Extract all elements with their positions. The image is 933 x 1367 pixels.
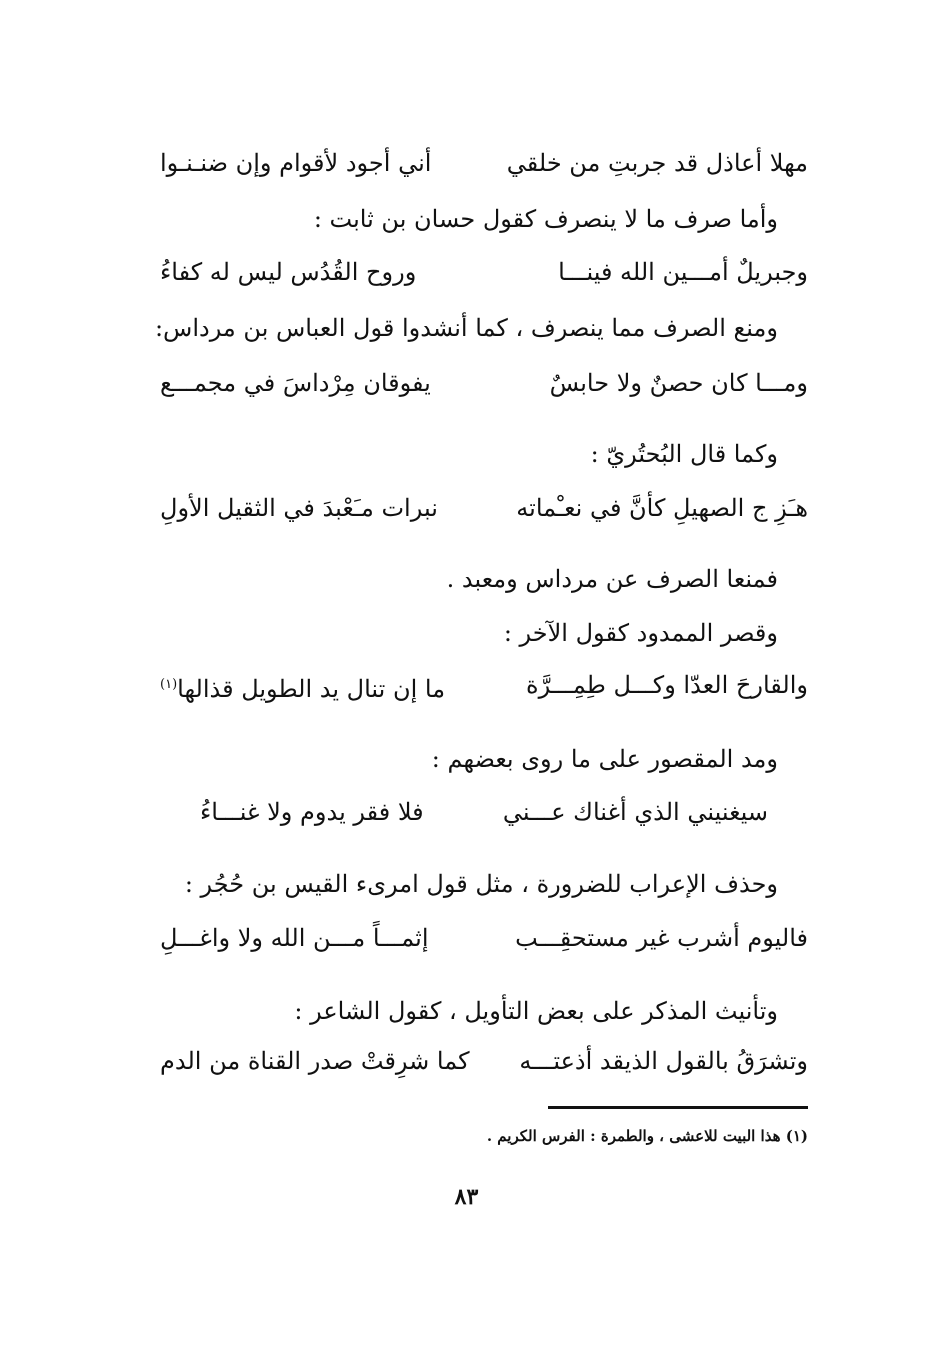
verse-first-hemistich: وجبريلٌ أمـــين الله فينـــا <box>558 258 808 286</box>
prose-line: وقصر الممدود كقول الآخر : <box>503 619 778 647</box>
verse-second-hemistich: يفوقان مِرْداسَ في مجمـــع <box>160 369 431 397</box>
verse-line <box>160 668 808 708</box>
verse-first-hemistich: مهلا أعاذل قد جربتِ من خلقي <box>506 149 808 177</box>
page-number: ٨٣ <box>454 1184 479 1210</box>
verse-second-hemistich: نبرات مـَعْبدَ في الثقيل الأولِ <box>160 494 438 522</box>
verse-second-hemistich: كما شرِقتْ صدر القناة من الدم <box>160 1047 470 1075</box>
prose-line: وكما قال البُحتُريّ : <box>590 440 778 468</box>
prose-line: وحذف الإعراب للضرورة ، مثل قول امرىء القيس بن حُجُر : <box>184 870 778 898</box>
verse-first-hemistich: وتشرَقُ بالقول الذيقد أذعتـــه <box>519 1047 808 1075</box>
verse-line <box>160 1044 808 1084</box>
verse-line <box>160 366 808 406</box>
verse-first-hemistich: سيغنيني الذي أغناك عـــني <box>502 798 768 826</box>
verse-second-hemistich: فلا فقر يدوم ولا غنـــاءُ <box>200 798 424 826</box>
verse-second-hemistich: أني أجود لأقوام وإن ضنـنـوا <box>160 149 432 177</box>
verse-second-hemistich-text: ما إن تنال يد الطويل قذالها <box>177 675 446 703</box>
verse-first-hemistich: والقارحَ العدّا وكـــل طِمِـــرَّة <box>526 671 808 699</box>
verse-second-hemistich: إثمـــاً مـــن الله ولا واغـــلِ <box>160 924 429 952</box>
verse-line <box>160 795 808 835</box>
prose-line: ومد المقصور على ما روى بعضهم : <box>431 745 778 773</box>
footnote-marker: (١) <box>160 677 178 692</box>
verse-line <box>160 491 808 531</box>
prose-line: فمنعا الصرف عن مرداس ومعبد . <box>446 565 778 593</box>
verse-first-hemistich: ومـــا كان حصنٌ ولا حابسٌ <box>549 369 808 397</box>
prose-line: وتأنيث المذكر على بعض التأويل ، كقول الشاعر : <box>294 997 778 1025</box>
prose-line: ومنع الصرف مما ينصرف ، كما أنشدوا قول العباس بن مرداس: <box>154 314 778 342</box>
verse-line <box>160 921 808 961</box>
footnote: (١) هذا البيت للاعشى ، والطمرة : الفرس الكريم . <box>486 1127 808 1145</box>
verse-second-hemistich: وروح القُدُس ليس له كفاءُ <box>160 258 417 286</box>
footnote-divider <box>548 1106 808 1109</box>
prose-line: وأما صرف ما لا ينصرف كقول حسان بن ثابت : <box>313 205 778 233</box>
verse-second-hemistich <box>160 668 445 706</box>
verse-first-hemistich: هـَزِ ج الصهيلِ كأنَّ في نعـْماته <box>516 494 808 522</box>
verse-first-hemistich: فاليوم أشرب غير مستحقِـــب <box>515 924 808 952</box>
verse-line <box>160 255 808 295</box>
verse-line <box>160 146 808 186</box>
